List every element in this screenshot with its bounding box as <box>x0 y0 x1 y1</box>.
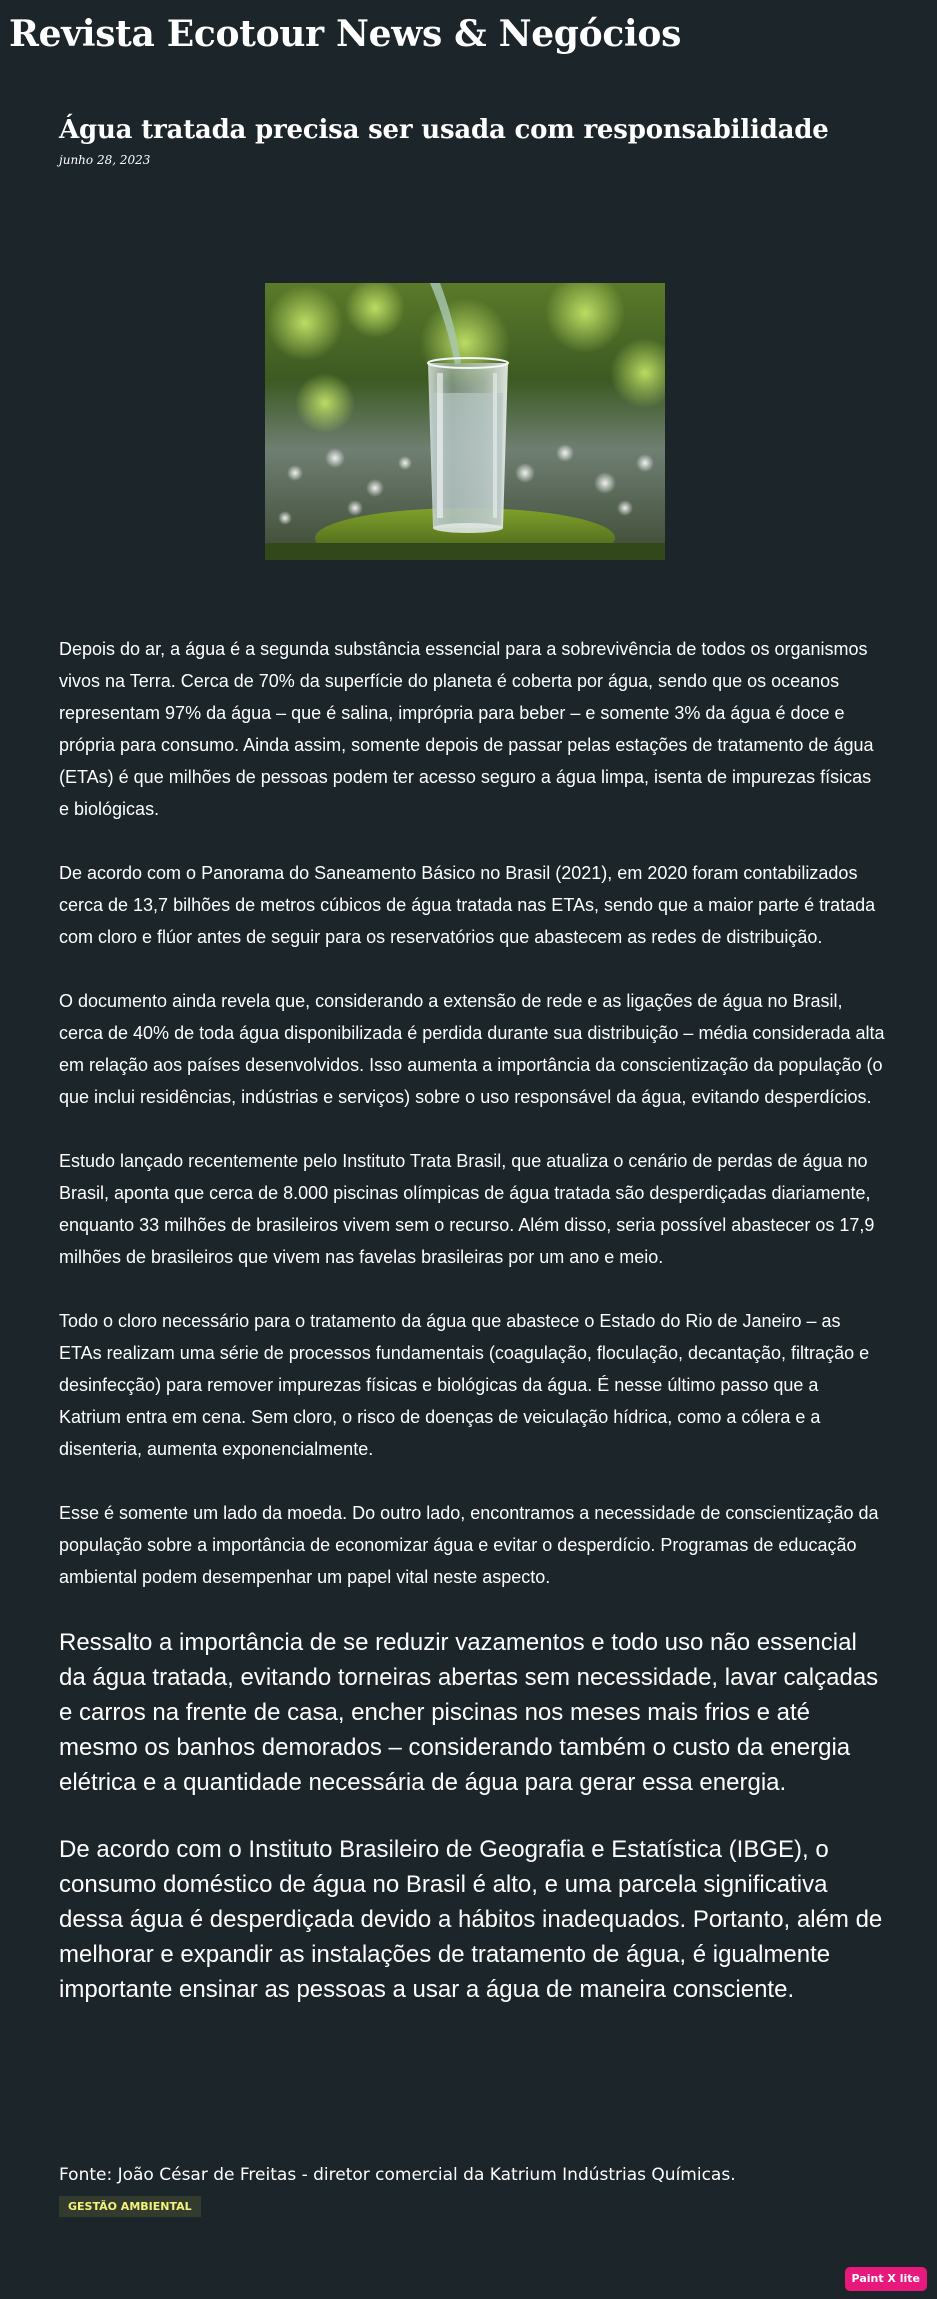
article-paragraph-large: Ressalto a importância de se reduzir vazamentos e todo uso não essencial da água tratada, evitando torneiras abertas sem necessidade, lavar calçadas e carros na frente de casa, encher piscinas nos meses mais frios e até mesmo os banhos demorados – considerando também o custo da energia elétrica e a quantidade necessária de água para gerar essa energia. <box>59 1629 879 1796</box>
article-paragraph: O documento ainda revela que, considerando a extensão de rede e as ligações de água no Brasil, cerca de 40% de toda água disponibilizada é perdida durante sua distribuição – média considerada alta em relação aos países desenvolvidos. Isso aumenta a importância da conscientização da população (o que inclui residências, indústrias e serviços) sobre o uso responsável da água, evitando desperdícios. <box>59 991 885 1107</box>
water-glass-image <box>265 283 665 560</box>
article-source: Fonte: João César de Freitas - diretor comercial da Katrium Indústrias Químicas. <box>59 2165 736 2185</box>
site-title[interactable]: Revista Ecotour News & Negócios <box>9 13 682 55</box>
article-paragraph: Esse é somente um lado da moeda. Do outro lado, encontramos a necessidade de conscientização da população sobre a importância de economizar água e evitar o desperdício. Programas de educação ambiental podem desempenhar um papel vital neste aspecto. <box>59 1503 879 1587</box>
article-paragraph: Todo o cloro necessário para o tratamento da água que abastece o Estado do Rio de Janeiro – as ETAs realizam uma série de processos fundamentais (coagulação, floculação, decantação, filtração e desinfecção) para remover impurezas físicas e biológicas da água. É nesse último passo que a Katrium entra em cena. Sem cloro, o risco de doenças de veiculação hídrica, como a cólera e a disenteria, aumenta exponencialmente. <box>59 1311 870 1459</box>
paint-x-lite-badge[interactable]: Paint X lite <box>845 2267 927 2291</box>
post-title[interactable]: Água tratada precisa ser usada com responsabilidade <box>59 115 829 145</box>
article-paragraph: De acordo com o Panorama do Saneamento Básico no Brasil (2021), em 2020 foram contabilizados cerca de 13,7 bilhões de metros cúbicos de água tratada nas ETAs, sendo que a maior parte é tratada com cloro e flúor antes de seguir para os reservatórios que abastecem as redes de distribuição. <box>59 863 876 947</box>
article-body <box>59 633 885 2039</box>
article-paragraph-large: De acordo com o Instituto Brasileiro de Geografia e Estatística (IBGE), o consumo doméstico de água no Brasil é alto, e uma parcela significativa dessa água é desperdiçada devido a hábitos inadequados. Portanto, além de melhorar e expandir as instalações de tratamento de água, é igualmente importante ensinar as pessoas a usar a água de maneira consciente. <box>59 1836 883 2003</box>
featured-image <box>265 283 665 560</box>
article-header <box>59 108 879 168</box>
post-date: junho 28, 2023 <box>59 153 151 167</box>
article-paragraph: Depois do ar, a água é a segunda substância essencial para a sobrevivência de todos os organismos vivos na Terra. Cerca de 70% da superfície do planeta é coberta por água, sendo que os oceanos representam 97% da água – que é salina, imprópria para beber – e somente 3% da água é doce e própria para consumo. Ainda assim, somente depois de passar pelas estações de tratamento de água (ETAs) é que milhões de pessoas podem ter acesso seguro a água limpa, isenta de impurezas físicas e biológicas. <box>59 639 874 819</box>
article-paragraph: Estudo lançado recentemente pelo Instituto Trata Brasil, que atualiza o cenário de perdas de água no Brasil, aponta que cerca de 8.000 piscinas olímpicas de água tratada são desperdiçadas diariamente, enquanto 33 milhões de brasileiros vivem sem o recurso. Além disso, seria possível abastecer os 17,9 milhões de brasileiros que vivem nas favelas brasileiras por um ano e meio. <box>59 1151 875 1267</box>
category-tag-link[interactable]: GESTÃO AMBIENTAL <box>59 2196 201 2217</box>
